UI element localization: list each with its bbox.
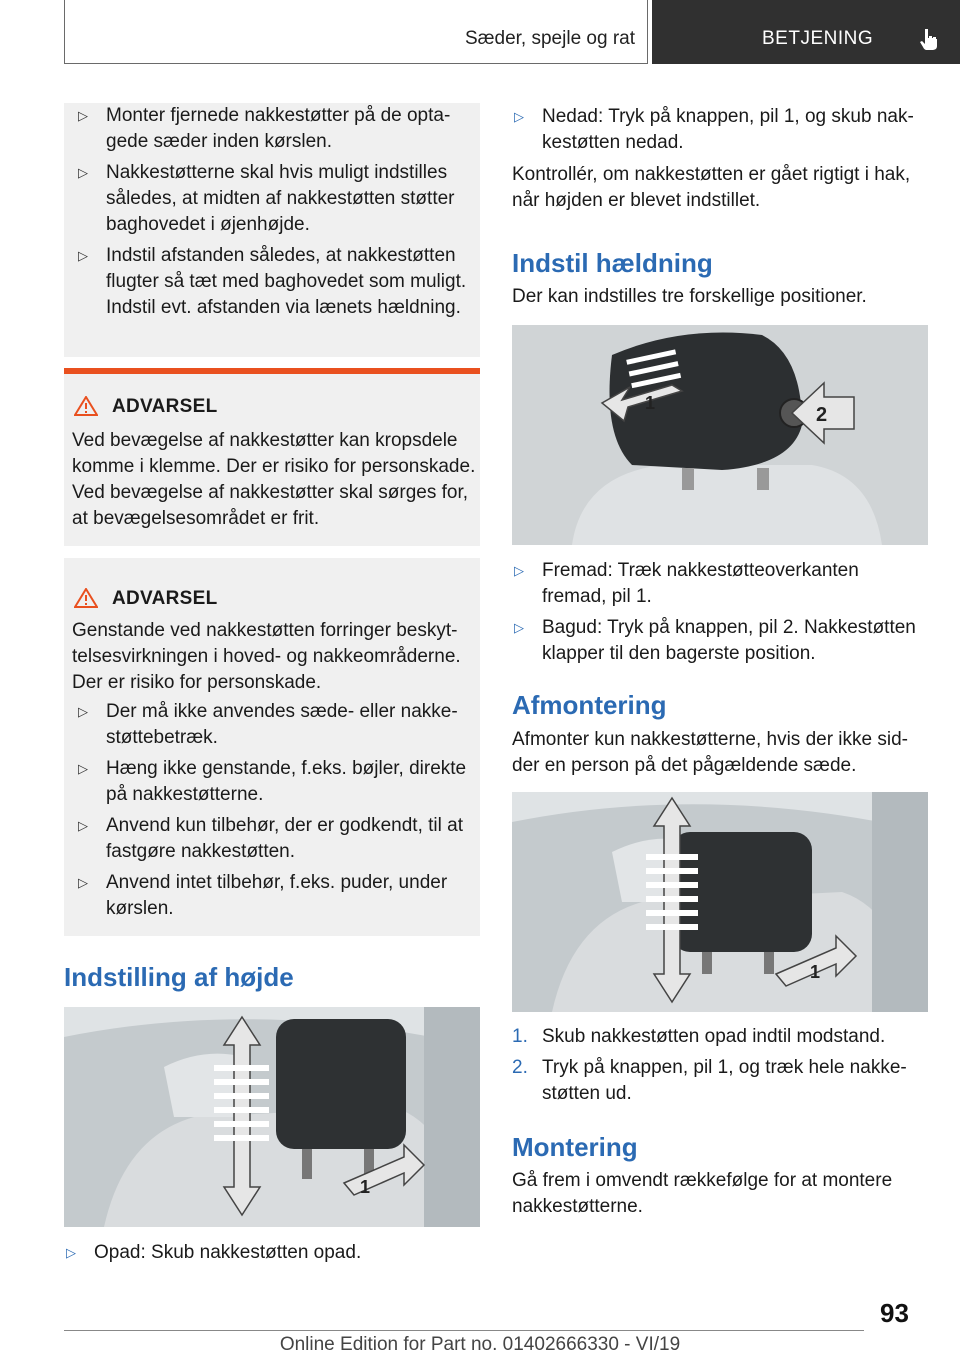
- triangle-bullet-icon: ▷: [78, 818, 88, 833]
- list-item: ▷ Indstil afstanden således, at nakkestøtten flugter så tæt med baghovedet som muligt. Indstil evt. afstanden via lænets hældning.: [78, 245, 467, 318]
- triangle-bullet-icon: ▷: [514, 563, 524, 578]
- list-item: ▷ Der må ikke anvendes sæde- eller nakkestøttebetræk.: [78, 701, 458, 748]
- list-item: ▷ Fremad: Træk nakkestøtteoverkanten fremad, pil 1.: [514, 560, 859, 607]
- list-item: ▷ Anvend intet tilbehør, f.eks. puder, under kørslen.: [78, 872, 448, 919]
- headrest-height-illustration: [64, 1007, 480, 1227]
- triangle-bullet-icon: ▷: [78, 875, 88, 890]
- list-item: ▷ Bagud: Tryk på knappen, pil 2. Nakkestøtten klapper til den bagerste position.: [514, 617, 916, 664]
- list-item: ▷ Nedad: Tryk på knappen, pil 1, og skub nakkestøtten nedad.: [514, 106, 914, 153]
- section-title-removal: Afmontering: [512, 690, 667, 720]
- list-item: ▷ Nakkestøtterne skal hvis muligt indstilles således, at midten af nakkestøtten støtter baghovedet i øjenhøjde.: [78, 162, 455, 235]
- image-callout-label: 1: [810, 962, 821, 982]
- tilt-text: Der kan indstilles tre forskellige positioner.: [512, 286, 867, 307]
- list-item: ▷ Anvend kun tilbehør, der er godkendt, til at fastgøre nakkestøtten.: [78, 815, 463, 862]
- list-item: 1. Skub nakkestøtten opad indtil modstand.: [512, 1024, 922, 1050]
- header-chapter-tab: [652, 0, 960, 64]
- triangle-bullet-icon: ▷: [78, 248, 88, 263]
- step-number: 1.: [512, 1026, 528, 1047]
- tilt-bullets: [512, 558, 928, 672]
- page-number: 93: [880, 1298, 909, 1328]
- warning-title: ADVARSEL: [112, 396, 218, 417]
- section-title-tilt: Indstil hældning: [512, 248, 713, 278]
- image-callout-label: 1: [645, 393, 656, 413]
- list-item: ▷ Opad: Skub nakkestøtten opad.: [64, 1240, 480, 1266]
- triangle-bullet-icon: ▷: [78, 704, 88, 719]
- headrest-removal-illustration: [512, 792, 928, 1012]
- headrest-tips-list: [64, 103, 480, 321]
- warning-box-2: [64, 558, 480, 936]
- removal-steps: [512, 1024, 922, 1112]
- image-callout-label: 1: [360, 1177, 371, 1197]
- triangle-bullet-icon: ▷: [78, 108, 88, 123]
- list-item: ▷ Hæng ikke genstande, f.eks. bøjler, direkte på nakkestøtterne.: [78, 758, 467, 805]
- warning-triangle-icon: [74, 396, 98, 416]
- header-chapter-title: BETJENING: [762, 28, 874, 49]
- headrest-height-image: [64, 1007, 480, 1227]
- section-title-height: Indstilling af højde: [64, 962, 294, 992]
- headrest-tips-box: [64, 103, 480, 357]
- warning-bullets: [64, 699, 474, 927]
- triangle-bullet-icon: ▷: [514, 620, 524, 635]
- right-top-bullets: [512, 104, 922, 161]
- headrest-tilt-image: [512, 325, 928, 545]
- header-section-title: Sæder, spejle og rat: [464, 28, 635, 49]
- headrest-removal-image: [512, 792, 928, 1012]
- triangle-bullet-icon: ▷: [78, 761, 88, 776]
- list-item: 2. Tryk på knappen, pil 1, og træk hele nakkestøtten ud.: [512, 1057, 907, 1104]
- list-item: ▷ Monter fjernede nakkestøtter på de optagede sæder inden kørslen.: [78, 105, 451, 152]
- footer-divider: [64, 1330, 864, 1331]
- section-title-mount: Montering: [512, 1132, 638, 1162]
- triangle-bullet-icon: ▷: [514, 109, 524, 124]
- warning-box-1: [64, 368, 480, 546]
- warning-title: ADVARSEL: [112, 588, 218, 609]
- headrest-tilt-illustration: [512, 325, 928, 545]
- removal-text: Afmonter kun nakkestøtterne, hvis der ikke sidder en person på det pågældende sæde.: [512, 729, 908, 776]
- warning-text: Genstande ved nakkestøtten forringer beskyttelsesvirkningen i hoved- og nakkeområderne. Der er risiko for personskade.: [72, 620, 461, 693]
- image-callout-label: 2: [816, 404, 828, 426]
- height-bullets: [64, 1240, 480, 1271]
- triangle-bullet-icon: ▷: [66, 1245, 76, 1260]
- header-section-tab: [64, 0, 648, 64]
- step-number: 2.: [512, 1057, 528, 1078]
- triangle-bullet-icon: ▷: [78, 165, 88, 180]
- mount-text: Gå frem i omvendt rækkefølge for at montere nakkestøtterne.: [512, 1170, 893, 1217]
- hand-pointer-icon: [920, 28, 940, 50]
- warning-text: Ved bevægelse af nakkestøtter kan kropsdele komme i klemme. Der er risiko for personskade. Ved bevægelse af nakkestøtter skal sørges for, at bevægelsesområdet er frit.: [72, 430, 476, 529]
- footer-edition: Online Edition for Part no. 01402666330 - VI/19: [279, 1334, 681, 1355]
- check-text: Kontrollér, om nakkestøtten er gået rigtigt i hak, når højden er blevet indstillet.: [512, 164, 911, 211]
- warning-triangle-icon: [74, 588, 98, 608]
